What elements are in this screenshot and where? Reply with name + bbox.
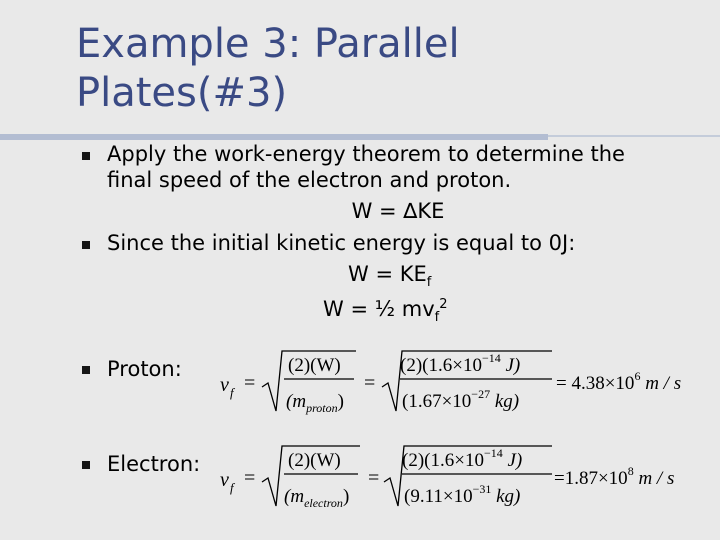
equation-work-kef: $W = KE_f$: [348, 262, 432, 291]
electron-label: Electron:: [107, 452, 201, 476]
denominator-1: $(m_{proton})$: [286, 391, 344, 415]
denominator-1: $(m_{electron})$: [284, 486, 350, 510]
bullet-1-line-1: Apply the work-energy theorem to determine the: [107, 142, 625, 166]
bullet-1-line-2: final speed of the electron and proton.: [107, 168, 512, 192]
numerator-2: $(2)(1.6\times 10^{-14}$ J): [400, 351, 521, 376]
result-value: $=1.87\times 10^8$ m / s: [554, 464, 675, 489]
title-line-2: Plates(#3): [76, 70, 288, 116]
v-subscript: f: [230, 480, 234, 495]
v-superscript: 2: [439, 297, 448, 312]
title-underline: [0, 134, 548, 140]
v-subscript: f: [434, 310, 440, 326]
bullet-2-line-1: Since the initial kinetic energy is equal to 0J:: [107, 231, 576, 255]
title-line-1: Example 3: Parallel: [76, 21, 460, 67]
electron-speed-equation: [218, 440, 718, 520]
bullet-marker: [82, 152, 90, 160]
v-symbol: v: [220, 374, 229, 396]
equals-sign: =: [244, 467, 256, 489]
proton-speed-equation: [218, 345, 718, 425]
bullet-marker: [82, 241, 90, 249]
result-value: = $4.38\times 10^6$ m / s: [556, 369, 682, 394]
slide-title: [76, 20, 676, 118]
numerator-1: (2)(W): [288, 450, 341, 471]
numerator-2: $(2)(1.6\times 10^{-14}$ J): [402, 446, 523, 471]
equation-work-delta-ke: W = ∆KE: [351, 199, 445, 223]
v-symbol: v: [220, 469, 229, 491]
equals-sign: =: [364, 372, 376, 394]
bullet-marker: [82, 366, 90, 374]
electron-equation-graphic: [218, 440, 718, 520]
denominator-2: ($1.67\times 10^{-27}$ kg): [402, 387, 520, 412]
kef-subscript: f: [426, 275, 432, 291]
equals-sign: =: [368, 467, 380, 489]
v-subscript: f: [230, 385, 234, 400]
proton-equation-graphic: [218, 345, 718, 425]
equals-sign: =: [244, 372, 256, 394]
denominator-2: ($9.11\times 10^{-31}$ kg): [404, 482, 521, 507]
numerator-1: (2)(W): [288, 355, 341, 376]
proton-label: Proton:: [107, 357, 182, 381]
title-underline-thin: [548, 135, 720, 137]
equation-work-half-mv2: W = ½ $mv_f^2$: [323, 297, 448, 326]
bullet-marker: [82, 461, 90, 469]
